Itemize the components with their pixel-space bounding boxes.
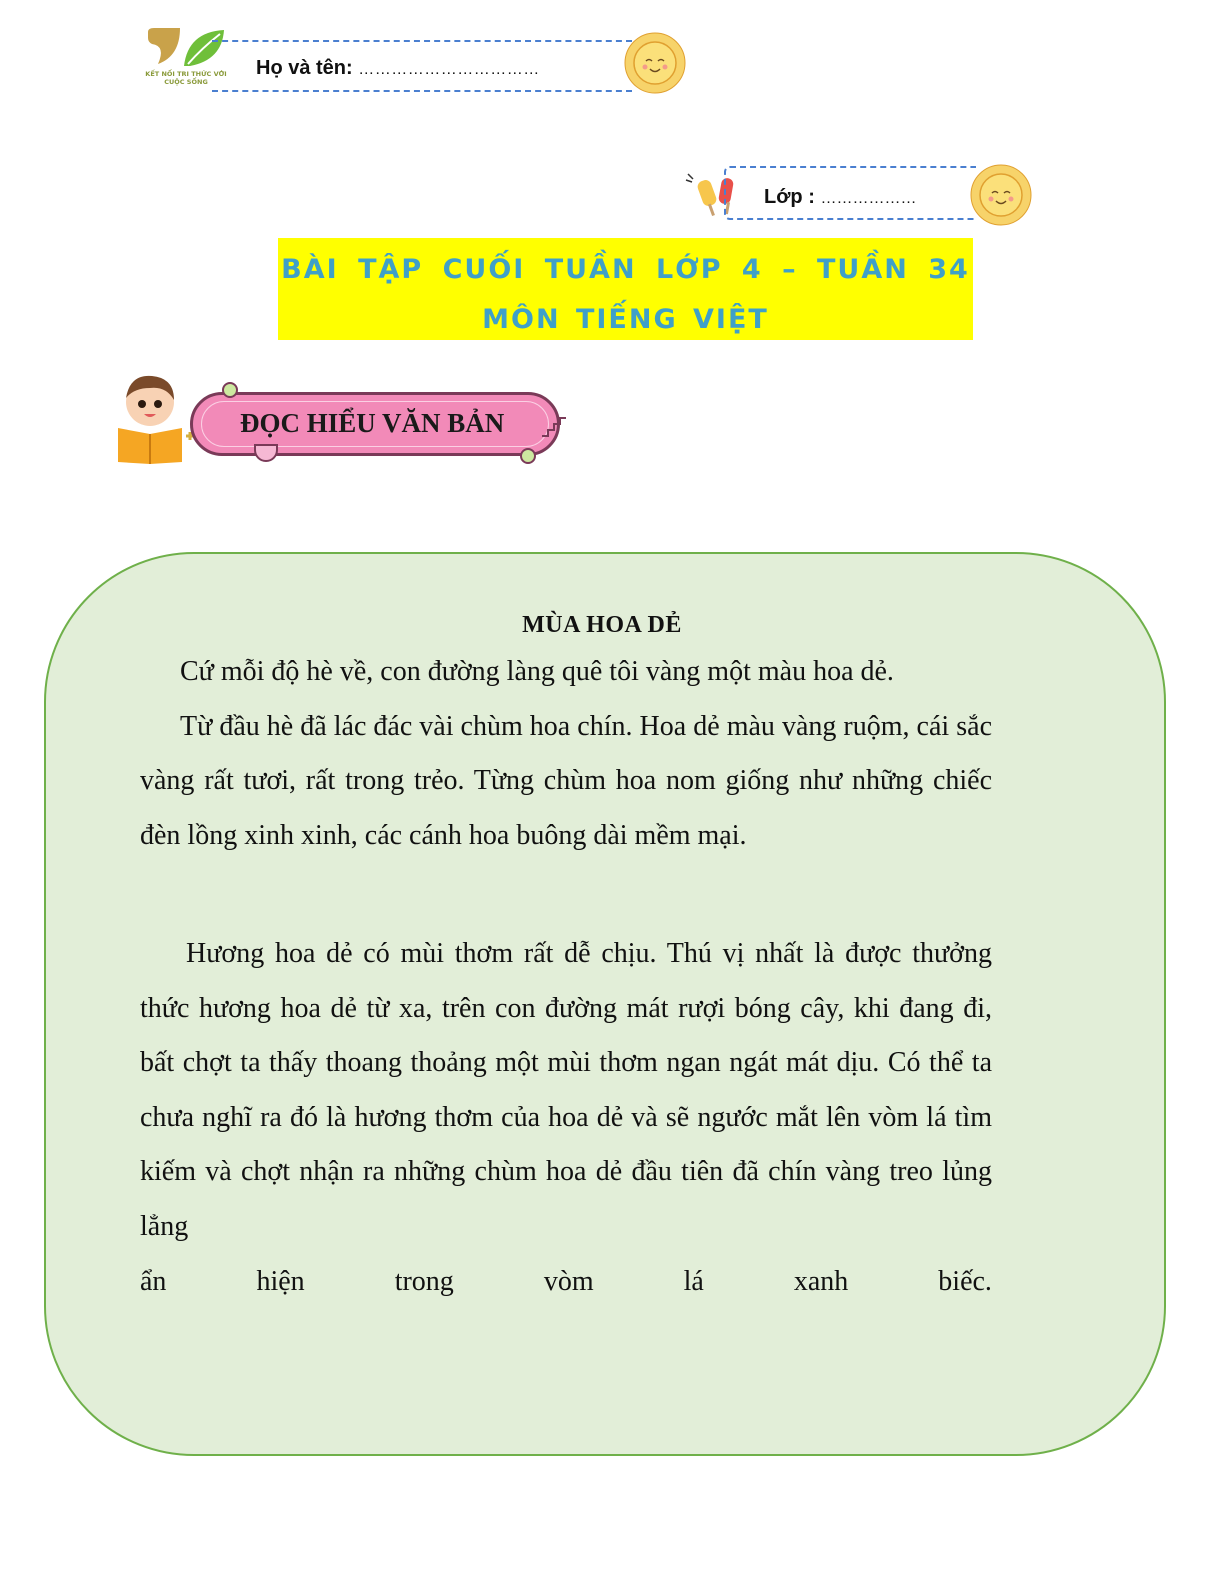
name-blank[interactable]: …………………………… (358, 61, 540, 78)
class-field[interactable] (764, 186, 916, 209)
word: hiện (256, 1265, 305, 1297)
word: vòm (543, 1265, 594, 1297)
word: trong (394, 1265, 454, 1297)
logo-caption: KẾT NỐI TRI THỨC VỚI CUỘC SỐNG (145, 70, 227, 86)
story-title: MÙA HOA DẺ (522, 612, 682, 638)
word: biếc. (938, 1265, 992, 1297)
section-title: ĐỌC HIỂU VĂN BẢN (240, 408, 505, 438)
stairs-icon (540, 410, 570, 445)
decorative-dot-icon (222, 382, 238, 398)
worksheet-title: BÀI TẬP CUỐI TUẦN LỚP 4 – TUẦN 34 (281, 254, 970, 285)
decorative-dot-icon (520, 448, 536, 464)
decorative-moon-icon (254, 444, 278, 462)
title-banner (278, 238, 973, 340)
story-paragraph-1 (140, 645, 992, 863)
word: ẩn (140, 1265, 167, 1297)
class-label: Lớp : (764, 186, 815, 208)
sun-icon (620, 28, 690, 98)
word: lá (683, 1265, 704, 1297)
paragraph-last-line (140, 1255, 992, 1310)
paragraph-body: Hương hoa dẻ có mùi thơm rất dễ chịu. Thú vị nhất là được thưởng thức hương hoa dẻ từ xa, trên con đường mát rượi bóng cây, khi đang đi, bất chợt ta thấy thoang thoảng một mùi thơm ngan ngát mát dịu. Có thể ta chưa nghĩ ra đó là hương thơm của hoa dẻ và sẽ ngước mắt lên vòm lá tìm kiếm và chợt nhận ra những chùm hoa dẻ đầu tiên đã chín vàng treo lủng lẳng (140, 938, 992, 1242)
story-paragraph-2 (140, 927, 992, 1309)
word: xanh (793, 1265, 849, 1297)
name-field[interactable] (256, 57, 540, 80)
class-blank[interactable]: ……………… (820, 190, 917, 207)
sun-icon (966, 160, 1036, 230)
name-label: Họ và tên: (256, 57, 353, 79)
subject-title: MÔN TIẾNG VIỆT (482, 304, 769, 335)
paragraph-body: Từ đầu hè đã lác đác vài chùm hoa chín. Hoa dẻ màu vàng ruộm, cái sắc vàng rất tươi, rất trong trẻo. Từng chùm hoa nom giống như những chiếc đèn lồng xinh xinh, các cánh hoa buông dài mềm mại. (140, 710, 992, 851)
paragraph-first-line: Cứ mỗi độ hè về, con đường làng quê tôi vàng một màu hoa dẻ. (180, 656, 894, 687)
